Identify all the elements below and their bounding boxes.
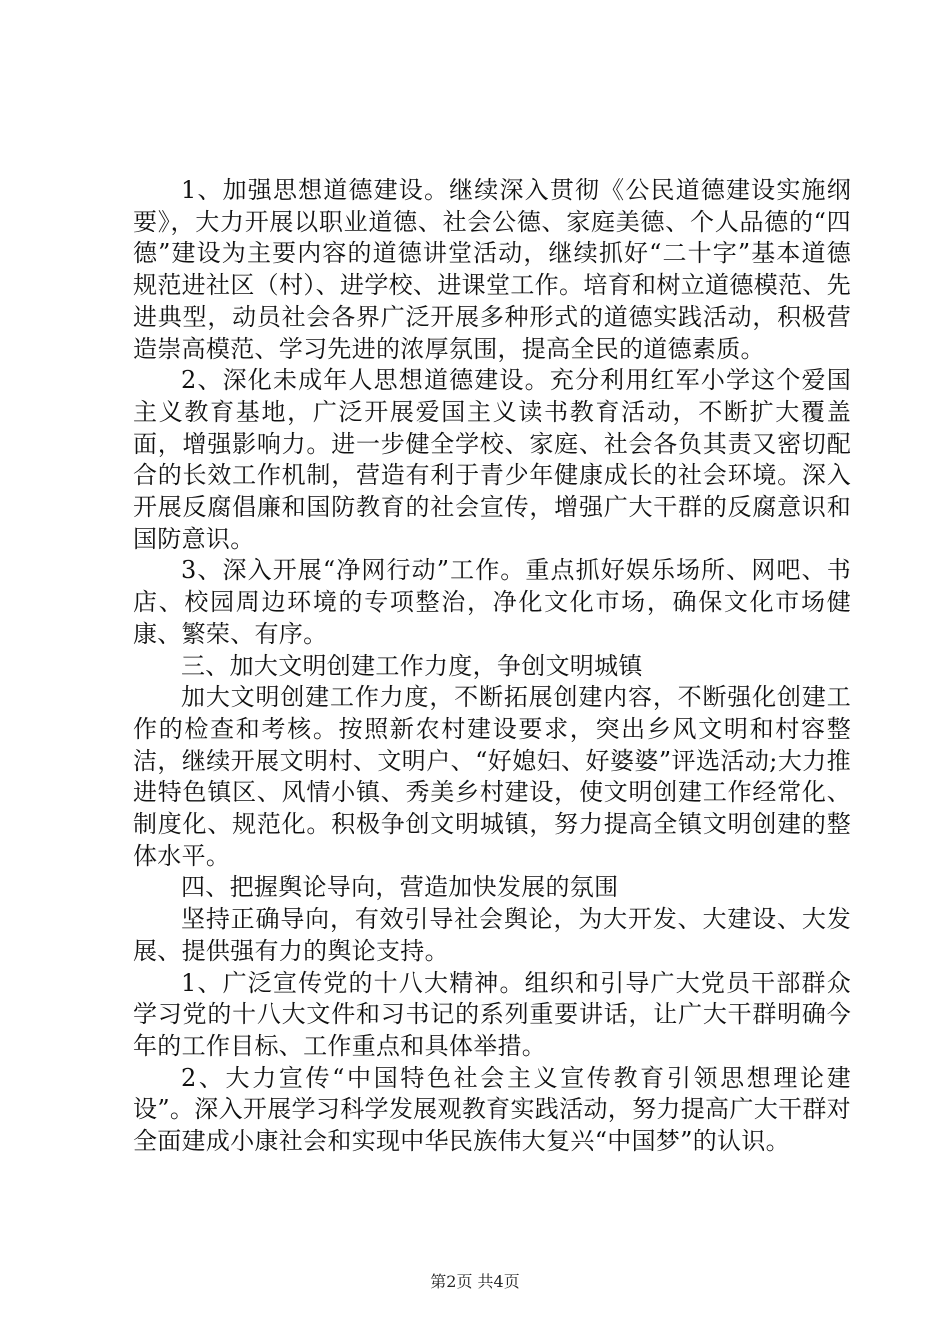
paragraph-socialist-propaganda: 2、大力宣传“中国特色社会主义宣传教育引领思想理论建设”。深入开展学习科学发展观教育实践活动，努力提高广大干群对全面建成小康社会和实现中华民族伟大复兴“中国梦”的认识。 — [133, 1063, 851, 1156]
section-heading-civilization-creation: 三、加大文明创建工作力度，争创文明城镇 — [181, 651, 643, 680]
paragraph-eighteenth-congress: 1、广泛宣传党的十八大精神。组织和引导广大党员干部群众学习党的十八大文件和习书记的系列重要讲话，让广大干群明确今年的工作目标、工作重点和具体举措。 — [133, 968, 851, 1060]
paragraph-public-opinion: 坚持正确导向，有效引导社会舆论，为大开发、大建设、大发展、提供强有力的舆论支持。 — [133, 905, 851, 965]
paragraph-minors-moral-construction: 2、深化未成年人思想道德建设。充分利用红军小学这个爱国主义教育基地，广泛开展爱国主义读书教育活动，不断扩大覆盖面，增强影响力。进一步健全学校、家庭、社会各负其责又密切配合的长效工作机制，营造有利于青少年健康成长的社会环境。深入开展反腐倡廉和国防教育的社会宣传，增强广大干群的反腐意识和国防意识。 — [133, 366, 851, 553]
paragraph-civilization-creation: 加大文明创建工作力度，不断拓展创建内容，不断强化创建工作的检查和考核。按照新农村建设要求，突出乡风文明和村容整洁，继续开展文明村、文明户、“好媳妇、好婆婆”评选活动;大力推进特色镇区、风情小镇、秀美乡村建设，使文明创建工作经常化、制度化、规范化。积极争创文明城镇，努力提高全镇文明创建的整体水平。 — [133, 683, 851, 870]
paragraph-moral-construction: 1、加强思想道德建设。继续深入贯彻《公民道德建设实施纲要》，大力开展以职业道德、社会公德、家庭美德、个人品德的“四德”建设为主要内容的道德讲堂活动，继续抓好“二十字”基本道德规范进社区（村）、进学校、进课堂工作。培育和树立道德模范、先进典型，动员社会各界广泛开展多种形式的道德实践活动，积极营造崇高模范、学习先进的浓厚氛围，提高全民的道德素质。 — [133, 176, 851, 363]
section-heading-public-opinion: 四、把握舆论导向，营造加快发展的氛围 — [181, 873, 619, 902]
document-body — [133, 175, 851, 1158]
page-number-footer: 第2页 共4页 — [430, 1272, 520, 1291]
paragraph-clean-network-action: 3、深入开展“净网行动”工作。重点抓好娱乐场所、网吧、书店、校园周边环境的专项整治，净化文化市场，确保文化市场健康、繁荣、有序。 — [133, 556, 851, 648]
